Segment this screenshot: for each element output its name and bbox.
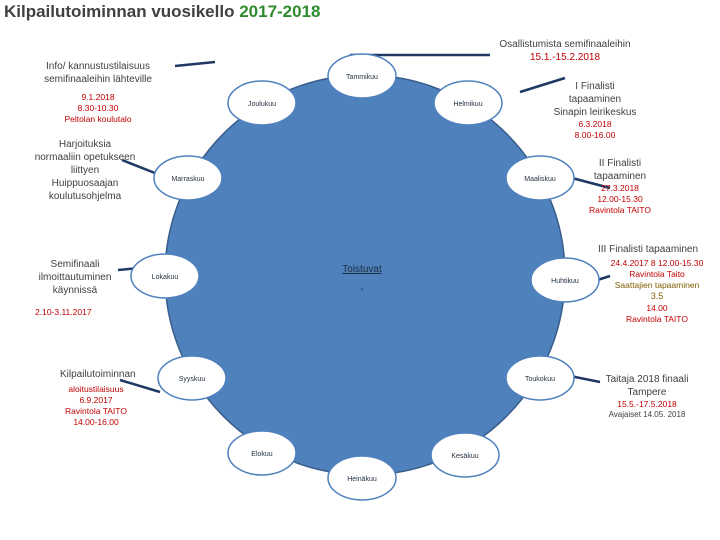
taitaja-opening: Avajaiset 14.05. 2018: [608, 410, 686, 420]
event-participation: [470, 38, 660, 64]
month-label-heinakuu: Heinäkuu: [347, 476, 377, 483]
kickoff-line2: aloitustilaisuus: [68, 384, 124, 394]
finalist1-line1: I Finalisti: [575, 81, 615, 92]
semifinal-line2: ilmoittautuminen: [38, 272, 112, 283]
taitaja-dates: 15.5.-17.5.2018: [617, 399, 677, 409]
info-line1: Info/ kannustustilaisuus: [46, 61, 150, 72]
month-node-tammikuu[interactable]: [328, 54, 396, 98]
info-date: 9.1.2018: [81, 92, 115, 102]
finalist3-line5: 14.00: [646, 302, 668, 313]
info-time: 8.30-10.30: [77, 103, 119, 114]
month-node-elokuu[interactable]: [228, 431, 296, 475]
finalist3-line4: 3.5: [650, 291, 664, 302]
center-label: Toistuvat: [342, 264, 382, 275]
month-node-huhtikuu[interactable]: [531, 258, 599, 302]
event-finalist3: [598, 258, 716, 325]
training-line5: koulutusohjelma: [48, 191, 122, 202]
event-finalist2: [565, 157, 675, 216]
training-line1: Harjoituksia: [58, 139, 112, 150]
finalist2-place: Ravintola TAITO: [589, 205, 651, 216]
month-node-marraskuu[interactable]: [154, 156, 222, 200]
finalist3-line6: Ravintola TAITO: [626, 313, 688, 324]
month-node-helmikuu[interactable]: [434, 81, 502, 125]
event-info: [10, 60, 186, 125]
kickoff-place: Ravintola TAITO: [65, 406, 127, 417]
month-label-helmikuu: Helmikuu: [453, 101, 483, 108]
info-line2: semifinaaleihin lähteville: [44, 74, 152, 85]
month-label-maaliskuu: Maaliskuu: [524, 176, 556, 183]
finalist2-line1: II Finalisti: [598, 158, 642, 169]
kickoff-time: 14.00-16.00: [73, 417, 119, 428]
training-line4: Huippuosaajan: [51, 178, 119, 189]
month-label-elokuu: Elokuu: [251, 451, 273, 458]
month-node-kesakuu[interactable]: [431, 433, 499, 477]
finalist2-line2: tapaaminen: [593, 171, 647, 182]
semifinal-dates: 2.10-3.11.2017: [35, 307, 92, 317]
participation-dates: 15.1.-15.2.2018: [529, 52, 601, 63]
taitaja-line2: Tampere: [627, 387, 667, 398]
month-label-tammikuu: Tammikuu: [346, 74, 378, 81]
finalist3-heading-text: III Finalisti tapaaminen: [598, 244, 699, 255]
finalist2-time: 12.00-15.30: [597, 194, 643, 205]
event-semifinal: [20, 258, 130, 297]
finalist1-line3: Sinapin leirikeskus: [553, 107, 637, 118]
training-line3: liittyen: [70, 165, 100, 176]
semifinal-line3: käynnissä: [52, 285, 98, 296]
month-label-joulukuu: Joulukuu: [247, 101, 277, 108]
month-node-maaliskuu[interactable]: [506, 156, 574, 200]
month-node-joulukuu[interactable]: [228, 81, 296, 125]
month-node-heinakuu[interactable]: [328, 456, 396, 500]
participation-text: Osallistumista semifinaaleihin: [499, 39, 631, 50]
finalist1-line2: tapaaminen: [568, 94, 622, 105]
month-label-lokakuu: Lokakuu: [151, 274, 179, 281]
event-training: [20, 138, 150, 203]
month-label-syyskuu: Syyskuu: [178, 376, 206, 383]
month-node-lokakuu[interactable]: [131, 254, 199, 298]
finalist1-time: 8.00-16.00: [574, 130, 616, 141]
month-label-toukokuu: Toukokuu: [525, 376, 555, 383]
training-line2: normaaliin opetukseen: [34, 152, 136, 163]
month-label-marraskuu: Marraskuu: [171, 176, 205, 183]
finalist3-heading: [598, 243, 716, 256]
event-kickoff: [40, 384, 152, 428]
taitaja-line1: Taitaja 2018 finaali: [605, 374, 689, 385]
finalist3-line2: Ravintola Taito: [629, 269, 685, 280]
finalist1-date: 6.3.2018: [578, 119, 612, 129]
finalist3-line3: Saattajien tapaaminen: [614, 280, 700, 291]
event-kickoff-title: [60, 368, 180, 381]
event-taitaja: [588, 373, 706, 420]
title-years: 2017-2018: [239, 2, 321, 21]
title-main: Kilpailutoiminnan vuosikello: [4, 2, 240, 21]
month-label-huhtikuu: Huhtikuu: [551, 278, 579, 285]
event-finalist1: [520, 80, 670, 141]
kickoff-date: 6.9.2017: [79, 395, 113, 406]
info-place: Peltolan koulutalo: [64, 114, 132, 125]
month-label-kesakuu: Kesäkuu: [451, 453, 479, 460]
kickoff-line1: Kilpailutoiminnan: [60, 369, 136, 380]
center-dash: -: [360, 284, 364, 295]
year-circle: [165, 75, 565, 475]
finalist2-date: 27.3.2018: [601, 183, 639, 193]
finalist3-line1: 24.4.2017 8 12.00-15.30: [610, 258, 704, 268]
month-node-toukokuu[interactable]: [506, 356, 574, 400]
semifinal-line1: Semifinaali: [50, 259, 100, 270]
